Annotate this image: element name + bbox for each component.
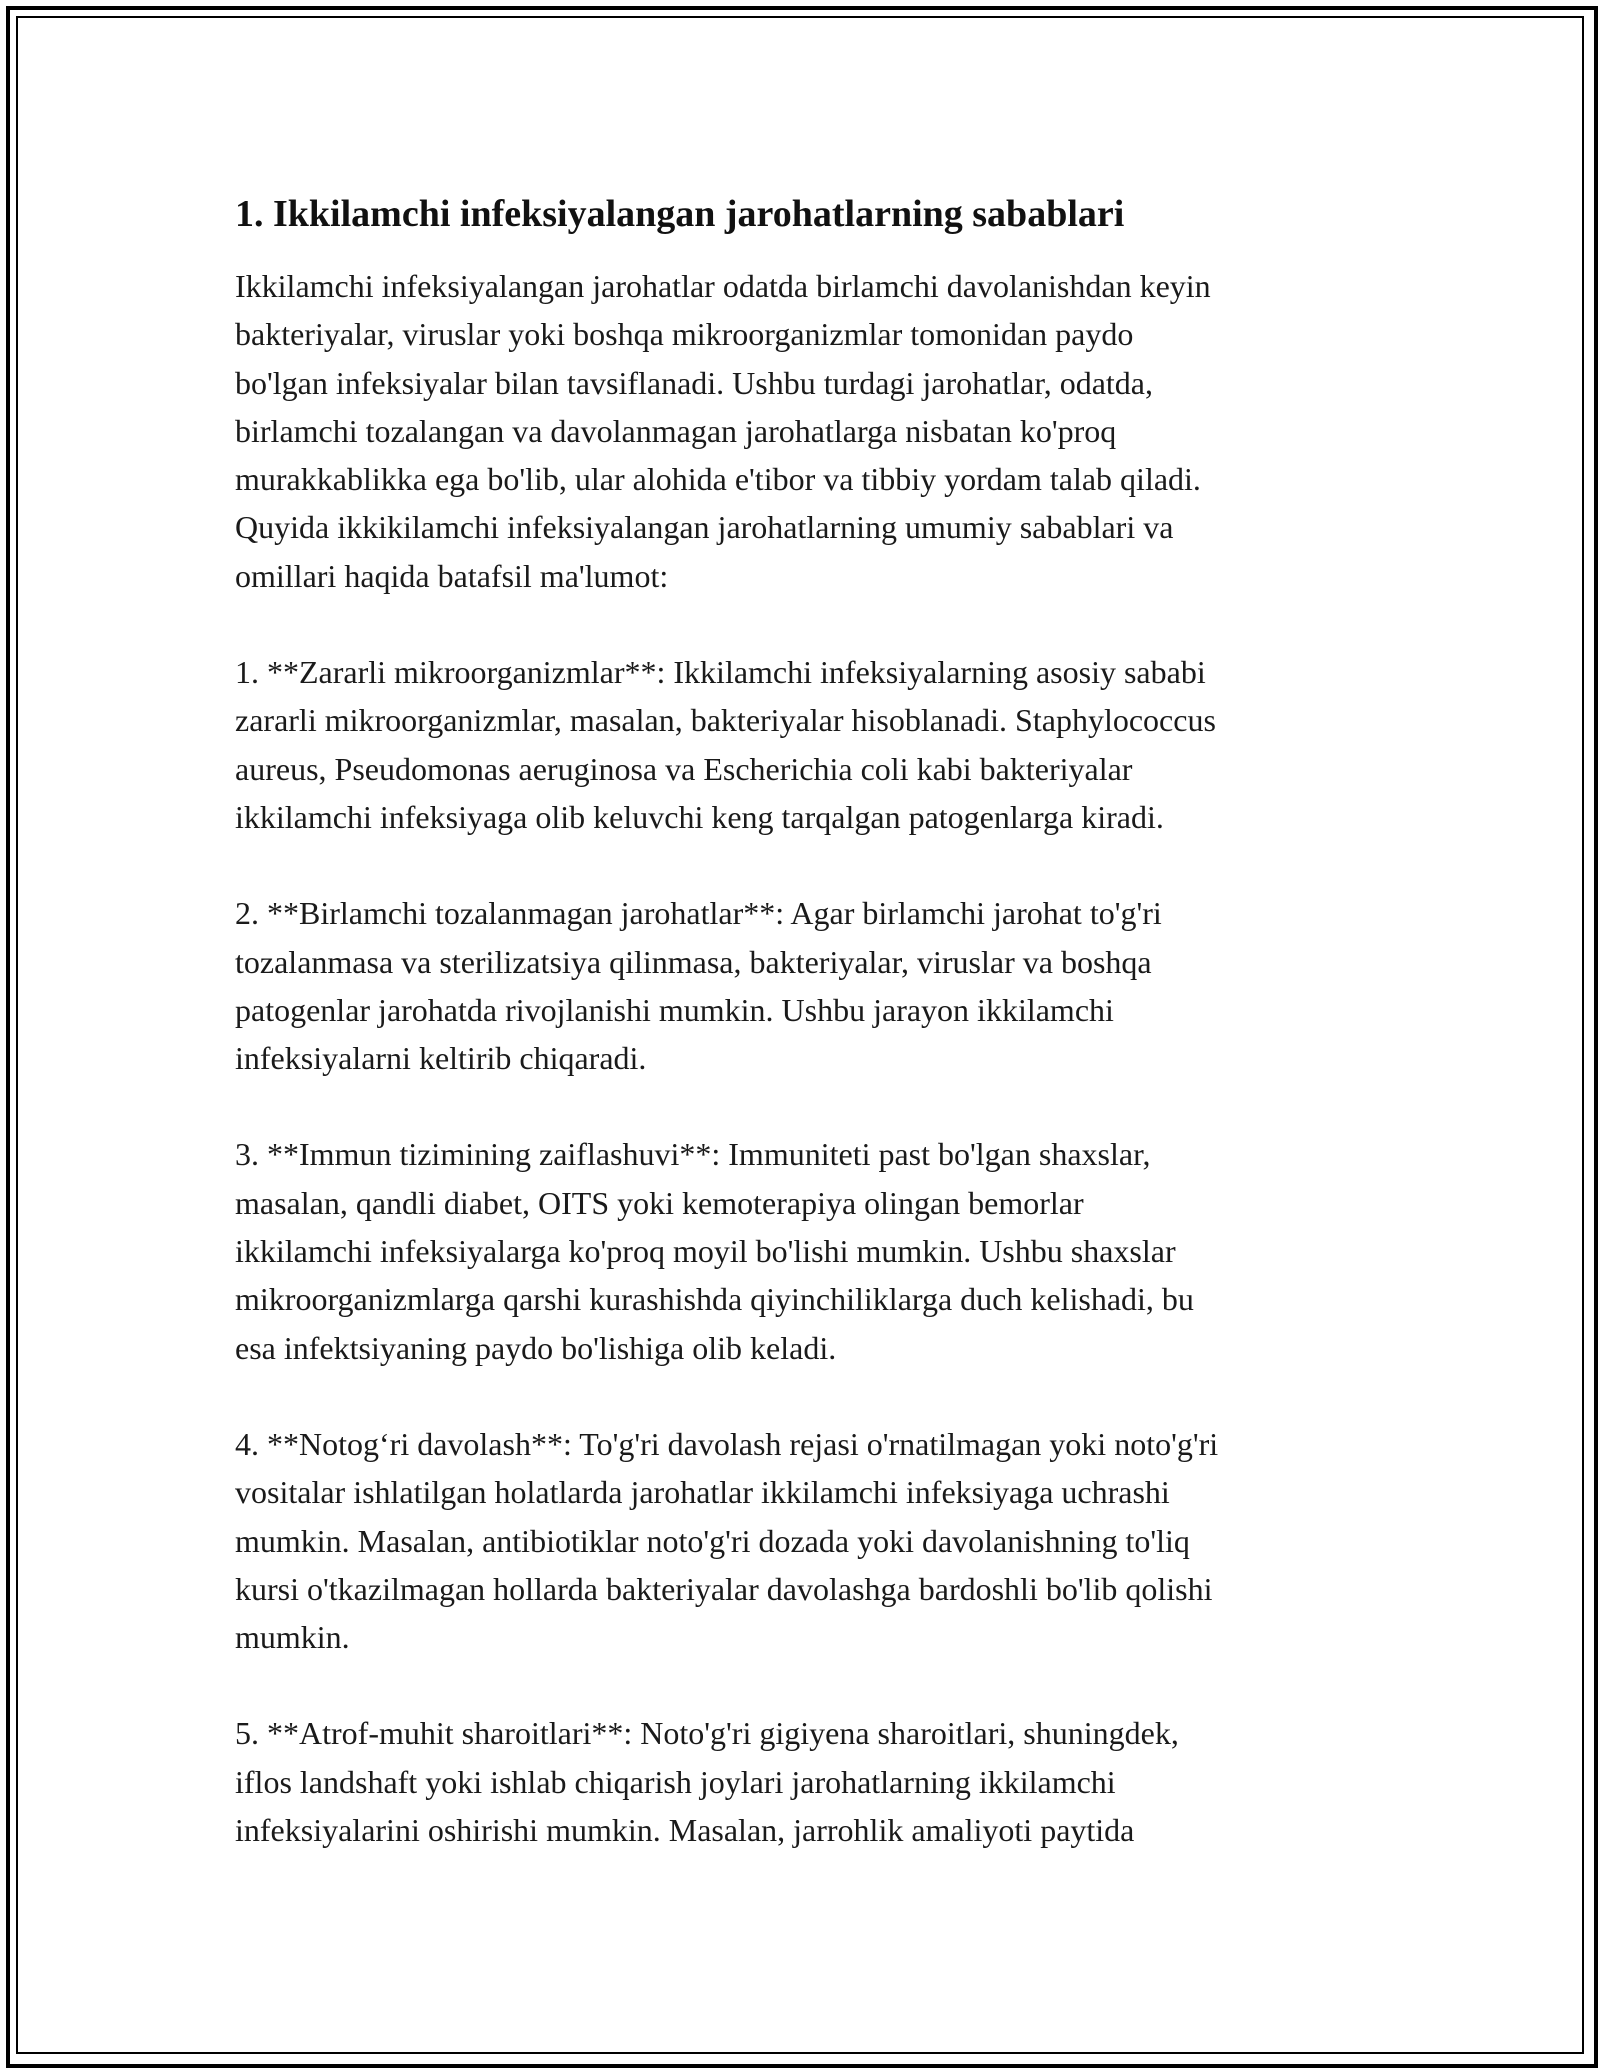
paragraph-item-2 [235, 889, 1375, 1082]
paragraph-item-5 [235, 1709, 1375, 1854]
text-line: birlamchi tozalangan va davolanmagan jarohatlarga nisbatan ko'proq [235, 412, 1117, 449]
text-line: mikroorganizmlarga qarshi kurashishda qiyinchiliklarga duch kelishadi, bu [235, 1281, 1194, 1318]
text-line: 1. **Zararli mikroorganizmlar**: Ikkilamchi infeksiyalarning asosiy sababi [235, 654, 1206, 691]
text-line: Quyida ikkikilamchi infeksiyalangan jarohatlarning umumiy sabablari va [235, 509, 1174, 546]
paragraph-item-1 [235, 648, 1375, 841]
paragraph-intro [235, 262, 1375, 600]
text-line: esa infektsiyaning paydo bo'lishiga olib keladi. [235, 1329, 837, 1366]
text-line: infeksiyalarini oshirishi mumkin. Masalan, jarrohlik amaliyoti paytida [235, 1812, 1135, 1849]
section-heading: 1. Ikkilamchi infeksiyalangan jarohatlarning sabablari [235, 193, 1125, 235]
text-line: aureus, Pseudomonas aeruginosa va Escherichia coli kabi bakteriyalar [235, 750, 1133, 787]
text-line: 5. **Atrof-muhit sharoitlari**: Noto'g'ri gigiyena sharoitlari, shuningdek, [235, 1715, 1179, 1752]
text-line: omillari haqida batafsil ma'lumot: [235, 557, 669, 594]
text-line: bakteriyalar, viruslar yoki boshqa mikroorganizmlar tomonidan paydo [235, 316, 1134, 353]
paragraph-item-3 [235, 1130, 1375, 1371]
text-line: tozalanmasa va sterilizatsiya qilinmasa, bakteriyalar, viruslar va boshqa [235, 943, 1152, 980]
text-line: ikkilamchi infeksiyalarga ko'proq moyil bo'lishi mumkin. Ushbu shaxslar [235, 1233, 1176, 1270]
text-line: mumkin. Masalan, antibiotiklar noto'g'ri dozada yoki davolanishning to'liq [235, 1522, 1190, 1559]
text-line: 3. **Immun tizimining zaiflashuvi**: Immuniteti past bo'lgan shaxslar, [235, 1136, 1151, 1173]
paragraph-item-4 [235, 1420, 1375, 1661]
text-line: vositalar ishlatilgan holatlarda jarohatlar ikkilamchi infeksiyaga uchrashi [235, 1474, 1170, 1511]
text-line: Ikkilamchi infeksiyalangan jarohatlar odatda birlamchi davolanishdan keyin [235, 268, 1211, 304]
text-line: patogenlar jarohatda rivojlanishi mumkin. Ushbu jarayon ikkilamchi [235, 991, 1114, 1028]
text-line: infeksiyalarni keltirib chiqaradi. [235, 1040, 647, 1077]
document-body [235, 188, 1375, 1902]
text-line: mumkin. [235, 1619, 350, 1656]
text-line: bo'lgan infeksiyalar bilan tavsiflanadi. Ushbu turdagi jarohatlar, odatda, [235, 364, 1153, 401]
text-line: iflos landshaft yoki ishlab chiqarish joylari jarohatlarning ikkilamchi [235, 1763, 1116, 1800]
text-line: 4. **Notog‘ri davolash**: To'g'ri davolash rejasi o'rnatilmagan yoki noto'g'ri [235, 1425, 1219, 1462]
text-line: ikkilamchi infeksiyaga olib keluvchi keng tarqalgan patogenlarga kiradi. [235, 798, 1164, 835]
text-line: murakkablikka ega bo'lib, ular alohida e'tibor va tibbiy yordam talab qiladi. [235, 461, 1201, 498]
text-line: kursi o'tkazilmagan hollarda bakteriyalar davolashga bardoshli bo'lib qolishi [235, 1570, 1213, 1607]
text-line: zararli mikroorganizmlar, masalan, bakteriyalar hisoblanadi. Staphylococcus [235, 702, 1216, 739]
text-line: masalan, qandli diabet, OITS yoki kemoterapiya olingan bemorlar [235, 1184, 1084, 1221]
text-line: 2. **Birlamchi tozalanmagan jarohatlar**: Agar birlamchi jarohat to'g'ri [235, 895, 1162, 932]
